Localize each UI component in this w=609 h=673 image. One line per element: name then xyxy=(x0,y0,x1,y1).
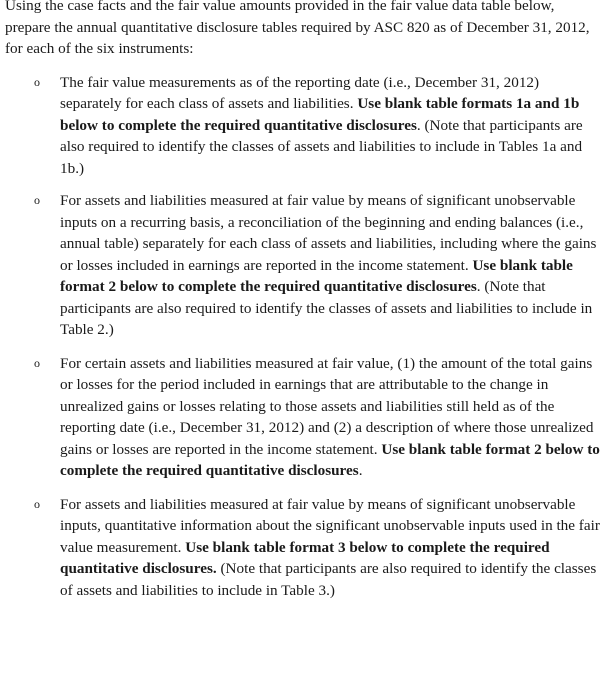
list-item-note: . (Note that participants are also required to identify the classes of assets and liabilities to include in Table 2.) xyxy=(60,278,593,338)
hollow-bullet-icon: o xyxy=(34,74,40,89)
hollow-bullet-icon: o xyxy=(34,496,40,511)
list-item xyxy=(5,494,603,602)
hollow-bullet-icon: o xyxy=(34,193,40,207)
list-item-note: . xyxy=(358,462,363,479)
list-item xyxy=(5,190,603,341)
list-item-text: For certain assets and liabilities measured at fair value, (1) the amount of the total gains or losses for the period included in earnings that are attributable to the change in unrealized gains or losses relating to those assets and liabilities still held as of the reporting date (i.e., December 31, 2012) and (2) a description of where those unrealized gains or losses are reported in the income statement. xyxy=(60,354,594,458)
intro-paragraph: Using the case facts and the fair value amounts provided in the fair value data table below, prepare the annual quantitative disclosure tables required by ASC 820 as of December 31, 2012, for each of the six instruments: xyxy=(5,0,590,57)
instructions-list xyxy=(5,72,603,602)
list-item-text: The fair value measurements as of the reporting date (i.e., December 31, 2012) separately for each class of assets and liabilities. xyxy=(60,73,540,112)
list-item xyxy=(5,72,603,180)
list-item xyxy=(5,353,603,482)
list-item-text: For assets and liabilities measured at fair value by means of significant unobservable inputs on a recurring basis, a reconciliation of the beginning and ending balances (i.e., annual table) separately for each class of assets and liabilities, including where the gains or losses included in earnings are reported in the income statement. xyxy=(60,192,597,274)
list-item-note: . (Note that participants are also required to identify the classes of assets and liabilities to include in Tables 1a and 1b.) xyxy=(60,116,583,177)
list-item-text: For assets and liabilities measured at fair value by means of significant unobservable inputs, quantitative information about the significant unobservable inputs used in the fair value measurement. xyxy=(60,495,600,556)
list-item-bold-instruction: Use blank table format 2 below to complete the required quantitative disclosures xyxy=(60,440,600,479)
list-item-note: (Note that participants are also required to identify the classes of assets and liabilities to include in Table 3.) xyxy=(60,560,597,599)
hollow-bullet-icon: o xyxy=(34,355,40,370)
list-item-bold-instruction: Use blank table format 3 below to complete the required quantitative disclosures. xyxy=(60,538,550,577)
list-item-bold-instruction: Use blank table format 2 below to complete the required quantitative disclosures xyxy=(60,256,573,295)
list-item-bold-instruction: Use blank table formats 1a and 1b below to complete the required quantitative disclosures xyxy=(60,95,580,134)
